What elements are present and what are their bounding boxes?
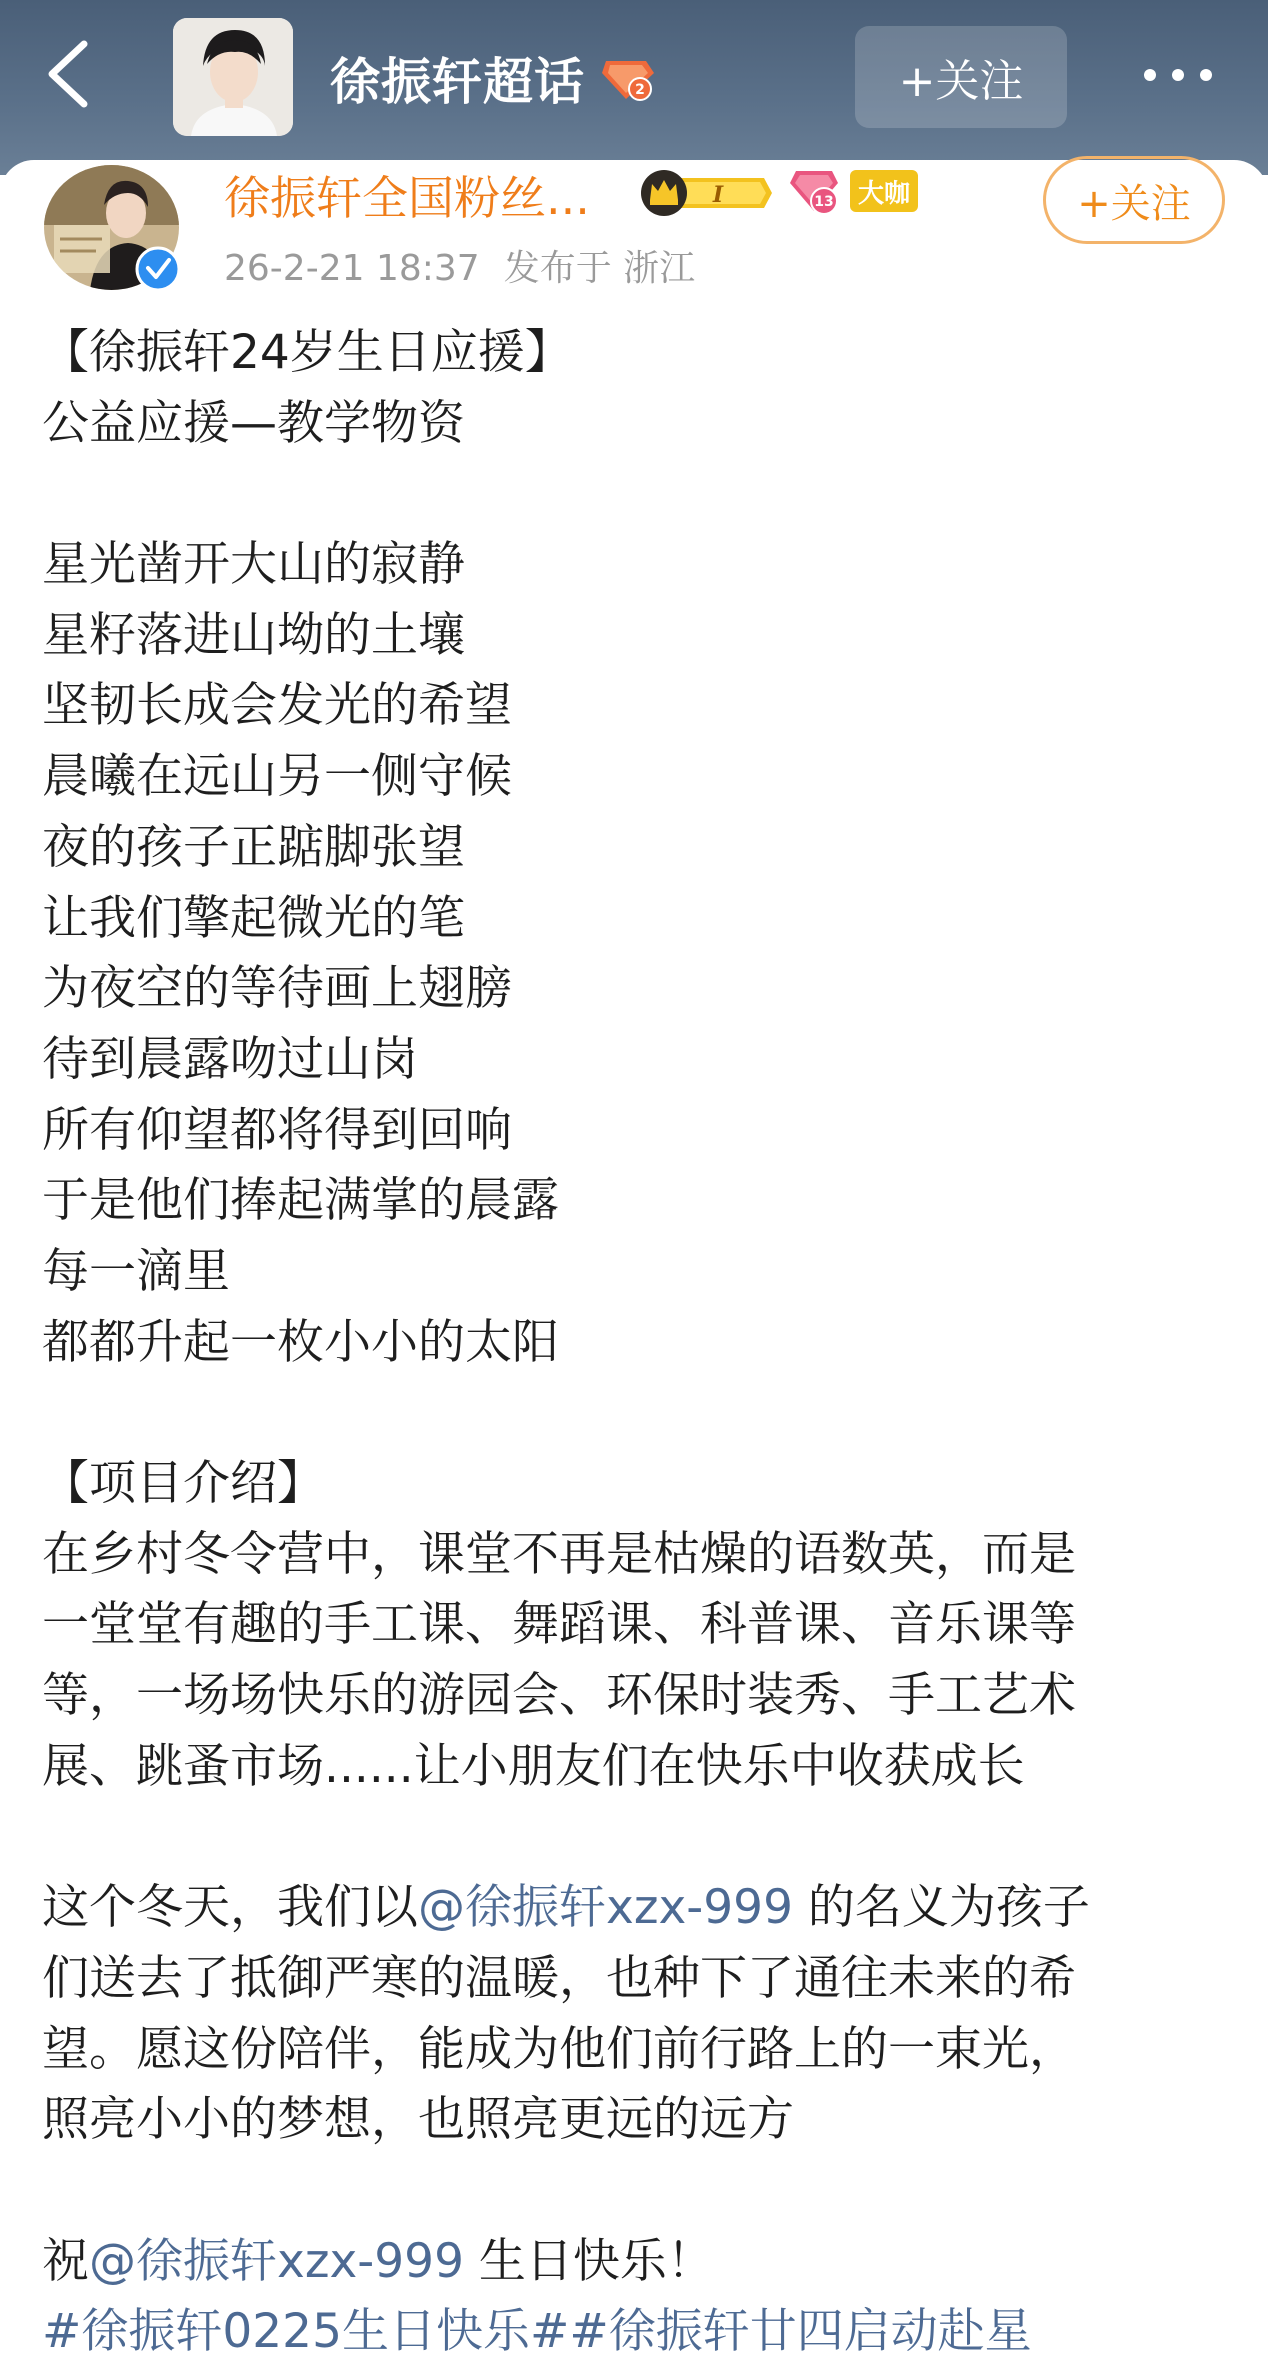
blank-line (42, 1378, 1242, 1449)
blank-line (42, 1802, 1242, 1873)
verified-check-icon (135, 246, 181, 292)
intro-line: 展、跳蚤市场......让小朋友们在快乐中收获成长 (42, 1738, 1025, 1794)
chevron-left-icon (40, 38, 100, 110)
mention-link[interactable]: @徐振轩xzx-999 (418, 1880, 793, 1936)
post-meta (224, 240, 695, 291)
poem-line: 待到晨露吻过山岗 (42, 1031, 418, 1087)
poem-line: 星籽落进山坳的土壤 (42, 607, 465, 663)
more-dots-icon (1138, 55, 1218, 95)
dedication-line (42, 1873, 1242, 1944)
intro-line: 等，一场场快乐的游园会、环保时装秀、手工艺术 (42, 1668, 1076, 1724)
svg-text:2: 2 (635, 82, 645, 98)
topic-avatar[interactable] (173, 18, 293, 136)
poem-line: 坚韧长成会发光的希望 (42, 678, 512, 734)
poem-line: 夜的孩子正踮脚张望 (42, 819, 465, 875)
poem-line: 所有仰望都将得到回响 (42, 1102, 512, 1158)
blank-line (42, 459, 1242, 530)
follow-topic-button[interactable]: +关注 (855, 26, 1067, 128)
dedication-line: 照亮小小的梦想，也照亮更远的远方 (42, 2092, 794, 2148)
topic-level-badge (600, 55, 658, 103)
role-badge: 大咖 (850, 170, 918, 212)
post-timestamp: 26-2-21 18:37 (224, 248, 480, 289)
svg-text:13: 13 (814, 194, 834, 210)
topic-title: 徐振轩超话 (330, 53, 585, 111)
poem-line: 都都升起一枚小小的太阳 (42, 1314, 559, 1370)
top-nav-bar (0, 0, 1268, 175)
dedication-text: 这个冬天，我们以 (42, 1880, 418, 1936)
back-button[interactable] (40, 38, 100, 110)
mention-link[interactable]: @徐振轩xzx-999 (89, 2233, 464, 2289)
wish-text: 祝 (42, 2233, 89, 2289)
poem-line: 让我们擎起微光的笔 (42, 890, 465, 946)
crown-level-badge (640, 166, 774, 220)
intro-heading: 【项目介绍】 (42, 1456, 324, 1511)
intro-line: 一堂堂有趣的手工课、舞蹈课、科普课、音乐课等 (42, 1597, 1076, 1653)
wish-text: 生日快乐！ (463, 2233, 714, 2289)
follow-author-button[interactable]: +关注 (1043, 156, 1225, 244)
dedication-line: 们送去了抵御严寒的温暖，也种下了通往未来的希 (42, 1950, 1076, 2006)
poem-line: 每一滴里 (42, 1243, 230, 1299)
hashtag-link[interactable]: #徐振轩0225生日快乐##徐振轩廿四启动赴星 (42, 2304, 1032, 2360)
svg-text:I: I (712, 182, 724, 208)
diamond-badge-icon (600, 55, 658, 103)
gem-level-badge (788, 165, 840, 217)
poem-line: 为夜空的等待画上翅膀 (42, 961, 512, 1017)
post-location: 发布于 浙江 (503, 248, 696, 289)
intro-line: 在乡村冬令营中，课堂不再是枯燥的语数英，而是 (42, 1526, 1076, 1582)
dedication-text: 的名义为孩子 (792, 1880, 1090, 1936)
poem-line: 晨曦在远山另一侧守候 (42, 749, 512, 805)
blank-line (42, 2156, 1242, 2227)
wish-line (42, 2227, 1242, 2298)
post-body (42, 318, 1242, 2368)
author-name[interactable]: 徐振轩全国粉丝... (224, 171, 590, 225)
dedication-line: 望。愿这份陪伴，能成为他们前行路上的一束光， (42, 2021, 1076, 2077)
poem-line: 星光凿开大山的寂静 (42, 537, 465, 593)
post-subtitle-line: 公益应援—教学物资 (42, 395, 465, 451)
more-button[interactable] (1138, 55, 1218, 95)
post-title-line: 【徐振轩24岁生日应援】 (42, 325, 572, 380)
poem-line: 于是他们捧起满掌的晨露 (42, 1173, 559, 1229)
